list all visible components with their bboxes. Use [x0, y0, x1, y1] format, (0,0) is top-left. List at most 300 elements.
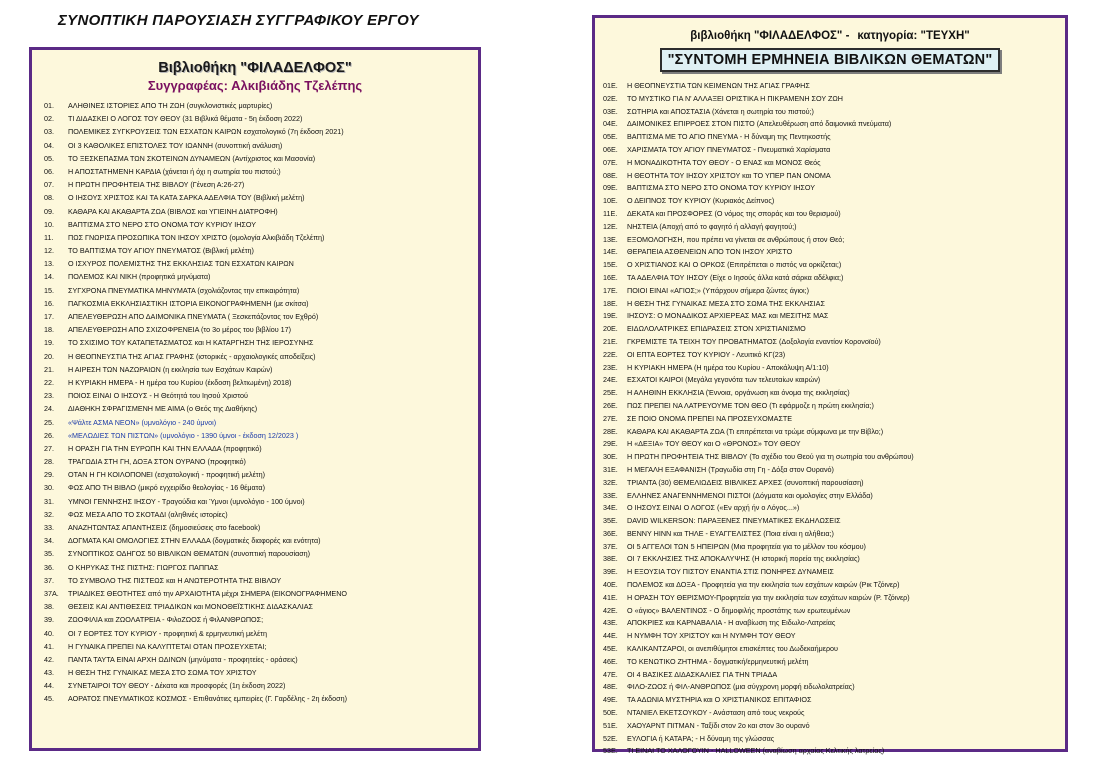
item-number: 06Ε.: [603, 144, 618, 154]
list-item: [44, 336, 466, 349]
item-number: 11.: [44, 232, 54, 242]
item-title: ΤΟ ΣΥΜΒΟΛΟ ΤΗΣ ΠΙΣΤΕΩΣ και Η ΑΝΩΤΕΡΟΤΗΤΑ ΤΗΣ ΒΙΒΛΟΥ: [68, 575, 282, 585]
item-title: Ο ΔΕΙΠΝΟΣ ΤΟΥ ΚΥΡΙΟΥ (Κυριακός Δείπνος): [627, 196, 775, 206]
list-item: [44, 429, 466, 442]
item-number: 18Ε.: [603, 298, 618, 308]
item-title: Η ΟΡΑΣΗ ΓΙΑ ΤΗΝ ΕΥΡΩΠΗ ΚΑΙ ΤΗΝ ΕΛΛΑΔΑ (προφητικό): [68, 443, 262, 453]
item-number: 31.: [44, 496, 54, 506]
list-item: [603, 400, 1057, 413]
list-item: [603, 579, 1057, 592]
item-number: 37.: [44, 575, 54, 585]
item-number: 37Ε.: [603, 541, 618, 551]
item-number: 41Ε.: [603, 592, 618, 602]
item-number: 36Ε.: [603, 528, 618, 538]
list-item: [44, 600, 466, 613]
list-item: [603, 93, 1057, 106]
list-item: [44, 389, 466, 402]
item-title: Η «ΔΕΞΙΑ» ΤΟΥ ΘΕΟΥ και Ο «ΘΡΟΝΟΣ» ΤΟΥ ΘΕΟΥ: [627, 439, 801, 449]
item-number: 20.: [44, 351, 54, 361]
list-item: [603, 246, 1057, 259]
list-item: [603, 170, 1057, 183]
item-title: Η ΜΕΓΑΛΗ ΕΞΑΦΑΝΙΣΗ (Τραγωδία στη Γη - Δόξα στον Ουρανό): [627, 464, 834, 474]
item-title: Ο ΚΗΡΥΚΑΣ ΤΗΣ ΠΙΣΤΗΣ: ΓΙΩΡΓΟΣ ΠΑΠΠΑΣ: [68, 562, 219, 572]
item-title: Η ΓΥΝΑΙΚΑ ΠΡΕΠΕΙ ΝΑ ΚΑΛΥΠΤΕΤΑΙ ΟΤΑΝ ΠΡΟΣΕΥΧΕΤΑΙ;: [68, 641, 267, 651]
list-item: [603, 694, 1057, 707]
item-title: ΕΞΟΜΟΛΟΓΗΣΗ, που πρέπει να γίνεται σε ανθρώπους ή στον Θεό;: [627, 234, 845, 244]
item-title: ΠΑΝΤΑ ΤΑΥΤΑ ΕΙΝΑΙ ΑΡΧΗ ΩΔΙΝΩΝ (μηνύματα - προφητείες - οράσεις): [68, 654, 298, 664]
list-item: [44, 547, 466, 560]
item-number: 28Ε.: [603, 426, 618, 436]
list-item: [44, 270, 466, 283]
list-item: [603, 182, 1057, 195]
item-title: Η ΚΥΡΙΑΚΗ ΗΜΕΡΑ (Η ημέρα του Κυρίου - Αποκάλυψη Α/1:10): [627, 362, 829, 372]
item-title: ΤΙ ΕΙΝΑΙ ΤΟ ΧΑΛΟΓΟΥΙΝ - HALLOWEEN (αναβίωση αρχαίας Κελτικής λατρείας): [627, 746, 885, 756]
list-item: [44, 442, 466, 455]
item-title: Ο ΙΗΣΟΥΣ ΕΙΝΑΙ Ο ΛΟΓΟΣ («Εν αρχή ήν ο Λόγος...»): [627, 503, 800, 513]
item-title: ΟΙ 7 ΕΟΡΤΕΣ ΤΟΥ ΚΥΡΙΟΥ - προφητική & ερμηνευτική μελέτη: [68, 628, 268, 638]
item-title: ΒΑΠΤΙΣΜΑ ΜΕ ΤΟ ΑΓΙΟ ΠΝΕΥΜΑ - Η δύναμη της Πεντηκοστής: [627, 132, 831, 142]
item-title: Ο ΙΣΧΥΡΟΣ ΠΟΛΕΜΙΣΤΗΣ ΤΗΣ ΕΚΚΛΗΣΙΑΣ ΤΩΝ ΕΣΧΑΤΩΝ ΚΑΙΡΩΝ: [68, 259, 294, 269]
item-title: ΣΥΝΕΤΑΙΡΟΙ ΤΟΥ ΘΕΟΥ - Δέκατα και προσφορές (1η έκδοση 2022): [68, 681, 286, 691]
item-title: ΠΟΛΕΜΟΣ και ΔΟΞΑ - Προφητεία για την εκκλησία των εσχάτων καιρών (Ρικ Τζόινερ): [627, 580, 900, 590]
item-number: 18.: [44, 325, 54, 335]
item-number: 05.: [44, 153, 54, 163]
list-item: [603, 502, 1057, 515]
list-item: [44, 310, 466, 323]
item-title: ΥΜΝΟΙ ΓΕΝΝΗΣΗΣ ΙΗΣΟΥ - Τραγούδια και Ύμνοι (υμνολόγιο - 100 ύμνοι): [68, 496, 305, 506]
list-item: [44, 613, 466, 626]
item-title: Η ΘΕΣΗ ΤΗΣ ΓΥΝΑΙΚΑΣ ΜΕΣΑ ΣΤΟ ΣΩΜΑ ΤΟΥ ΧΡΙΣΤΟΥ: [68, 668, 257, 678]
item-number: 28.: [44, 457, 54, 467]
item-title: Η ΘΕΟΠΝΕΥΣΤΙΑ ΤΩΝ ΚΕΙΜΕΝΩΝ ΤΗΣ ΑΓΙΑΣ ΓΡΑΦΗΣ: [627, 81, 810, 90]
item-title: ΑΠΕΛΕΥΘΕΡΩΣΗ ΑΠΟ ΣΧΙΖΟΦΡΕΝΕΙΑ (το 3ο μέρος του βιβλίου 17): [68, 325, 292, 335]
item-number: 32Ε.: [603, 477, 618, 487]
list-item: [603, 259, 1057, 272]
list-item: [44, 481, 466, 494]
list-item: [603, 272, 1057, 285]
item-number: 48Ε.: [603, 682, 618, 692]
item-number: 02.: [44, 114, 54, 124]
list-item: [44, 640, 466, 653]
item-title: ΣΩΤΗΡΙΑ και ΑΠΟΣΤΑΣΙΑ (Χάνεται η σωτηρία του πιστού;): [627, 106, 814, 116]
item-title: Η ΑΛΗΘΙΝΗ ΕΚΚΛΗΣΙΑ (Έννοια, οργάνωση και όνομα της εκκλησίας): [627, 388, 850, 398]
item-title: «ΜΕΛΩΔΙΕΣ ΤΩΝ ΠΙΣΤΩΝ» (υμνολόγιο - 1390 ύμνοι - έκδοση 12/2023 ): [68, 430, 299, 440]
item-title: ΕΥΛΟΓΙΑ ή ΚΑΤΑΡΑ; - Η δύναμη της γλώσσας: [627, 733, 775, 743]
item-number: 24Ε.: [603, 375, 618, 385]
list-item: [603, 656, 1057, 669]
item-number: 22.: [44, 377, 54, 387]
item-number: 09.: [44, 206, 54, 216]
list-item: [603, 707, 1057, 720]
list-item: [44, 679, 466, 692]
item-number: 23.: [44, 391, 54, 401]
list-item: [44, 376, 466, 389]
item-number: 38.: [44, 602, 54, 612]
item-title: Ο ΧΡΙΣΤΙΑΝΟΣ ΚΑΙ Ο ΟΡΚΟΣ (Επιτρέπεται ο πιστός να ορκίζεται;): [627, 260, 842, 270]
list-item: [603, 553, 1057, 566]
library-label: βιβλιοθήκη "ΦΙΛΑΔΕΛΦΟΣ" -: [690, 30, 850, 42]
booklet-list: [603, 80, 1057, 758]
item-number: 43.: [44, 668, 54, 678]
list-item: [44, 112, 466, 125]
item-number: 01.: [44, 101, 54, 110]
item-number: 03.: [44, 127, 54, 137]
item-number: 42Ε.: [603, 605, 618, 615]
series-banner: "ΣΥΝΤΟΜΗ ΕΡΜΗΝΕΙΑ ΒΙΒΛΙΚΩΝ ΘΕΜΑΤΩΝ": [660, 48, 1001, 72]
item-number: 27Ε.: [603, 413, 618, 423]
list-item: [44, 495, 466, 508]
item-title: ΝΗΣΤΕΙΑ (Αποχή από το φαγητό ή αλλαγή φαγητού;): [627, 221, 797, 231]
item-number: 21.: [44, 364, 54, 374]
list-item: [44, 468, 466, 481]
list-item: [603, 438, 1057, 451]
item-title: BENNY HINN και ΤΗΛΕ - ΕΥΑΓΓΕΛΙΣΤΕΣ (Ποια είναι η αλήθεια;): [627, 528, 834, 538]
item-title: Η ΠΡΩΤΗ ΠΡΟΦΗΤΕΙΑ ΤΗΣ ΒΙΒΛΟΥ (Γένεση Α:26-27): [68, 180, 245, 190]
item-number: 09Ε.: [603, 183, 618, 193]
item-title: ΠΑΓΚΟΣΜΙΑ ΕΚΚΛΗΣΙΑΣΤΙΚΗ ΙΣΤΟΡΙΑ ΕΙΚΟΝΟΓΡΑΦΗΜΕΝΗ (με σκίτσα): [68, 298, 309, 308]
list-item: [603, 208, 1057, 221]
item-title: Ο «άγιος» ΒΑΛΕΝΤΙΝΟΣ - Ο δημοφιλής προστάτης των ερωτευμένων: [627, 605, 851, 615]
item-number: 37Α.: [44, 588, 59, 598]
page-title: ΣΥΝΟΠΤΙΚΗ ΠΑΡΟΥΣΙΑΣΗ ΣΥΓΓΡΑΦΙΚΟΥ ΕΡΓΟΥ: [58, 12, 419, 29]
item-number: 29.: [44, 470, 54, 480]
item-number: 10Ε.: [603, 196, 618, 206]
list-item: [603, 106, 1057, 119]
item-title: DAVID WILKERSON: ΠΑΡΑΞΕΝΕΣ ΠΝΕΥΜΑΤΙΚΕΣ ΕΚΔΗΛΩΣΕΙΣ: [627, 516, 841, 526]
item-number: 04Ε.: [603, 119, 618, 129]
item-number: 02Ε.: [603, 93, 618, 103]
list-item: [603, 669, 1057, 682]
item-title: ΟΙ 4 ΒΑΣΙΚΕΣ ΔΙΔΑΣΚΑΛΙΕΣ ΓΙΑ ΤΗΝ ΤΡΙΑΔΑ: [627, 669, 778, 679]
item-title: ΠΩΣ ΠΡΕΠΕΙ ΝΑ ΛΑΤΡΕΥΟΥΜΕ ΤΟΝ ΘΕΟ (Τι εφάρμοζε η πρώτη εκκλησία;): [627, 400, 874, 410]
item-number: 17.: [44, 312, 54, 321]
item-title: ΤΟ ΜΥΣΤΙΚΟ ΓΙΑ Ν' ΑΛΛΑΞΕΙ ΟΡΙΣΤΙΚΑ Η ΠΙΚΡΑΜΕΝΗ ΣΟΥ ΖΩΗ: [627, 93, 843, 103]
item-number: 13Ε.: [603, 234, 618, 244]
item-number: 40Ε.: [603, 580, 618, 590]
list-item: [603, 298, 1057, 311]
item-title: ΠΟΙΟΣ ΕΙΝΑΙ Ο ΙΗΣΟΥΣ - Η Θεότητά του Ιησού Χριστού: [68, 391, 248, 401]
item-number: 23Ε.: [603, 362, 618, 372]
item-title: ΤΡΙΑΝΤΑ (30) ΘΕΜΕΛΙΩΔΕΙΣ ΒΙΒΛΙΚΕΣ ΑΡΧΕΣ (συνοπτική παρουσίαση): [627, 477, 864, 487]
item-number: 31Ε.: [603, 464, 618, 474]
list-item: [603, 566, 1057, 579]
item-number: 39Ε.: [603, 567, 618, 577]
item-number: 11Ε.: [603, 208, 618, 218]
item-number: 43Ε.: [603, 618, 618, 628]
item-title: ΤΙ ΔΙΔΑΣΚΕΙ Ο ΛΟΓΟΣ ΤΟΥ ΘΕΟΥ (31 Βιβλικά θέματα - 5η έκδοση 2022): [68, 114, 303, 124]
list-item: [44, 350, 466, 363]
list-item: [44, 244, 466, 257]
item-number: 26Ε.: [603, 400, 618, 410]
item-title: ΣΥΓΧΡΟΝΑ ΠΝΕΥΜΑΤΙΚΑ ΜΗΝΥΜΑΤΑ (σχολιάζοντας την επικαιρότητα): [68, 285, 300, 295]
item-title: ΕΛΛΗΝΕΣ ΑΝΑΓΕΝΝΗΜΕΝΟΙ ΠΙΣΤΟΙ (Δόγματα και ομολογίες στην Ελλάδα): [627, 490, 873, 500]
item-number: 01Ε.: [603, 81, 618, 90]
item-number: 04.: [44, 140, 54, 150]
list-item: [603, 592, 1057, 605]
item-title: ΑΠΟΚΡΙΕΣ και ΚΑΡΝΑΒΑΛΙΑ - Η αναβίωση της Ειδωλο-Λατρείας: [627, 618, 836, 628]
item-title: ΠΟΙΟΙ ΕΙΝΑΙ «ΑΓΙΟΣ;» (Υπάρχουν σήμερα ζώντες άγιοι;): [627, 285, 810, 295]
item-title: ΠΟΛΕΜΟΣ ΚΑΙ ΝΙΚΗ (προφητικά μηνύματα): [68, 272, 211, 282]
item-title: ΟΙ 3 ΚΑΘΟΛΙΚΕΣ ΕΠΙΣΤΟΛΕΣ ΤΟΥ ΙΩΑΝΝΗ (συνοπτική ανάλυση): [68, 140, 283, 150]
list-item: [603, 285, 1057, 298]
item-title: ΝΤΑΝΙΕΛ ΕΚΕΤΣΟΥΚΟΥ - Ανάσταση από τους νεκρούς: [627, 708, 805, 718]
list-item: [603, 195, 1057, 208]
book-list: [44, 99, 466, 706]
item-number: 15.: [44, 285, 54, 295]
item-number: 06.: [44, 166, 54, 176]
item-title: Η ΕΞΟΥΣΙΑ ΤΟΥ ΠΙΣΤΟΥ ΕΝΑΝΤΙΑ ΣΤΙΣ ΠΟΝΗΡΕΣ ΔΥΝΑΜΕΙΣ: [627, 567, 834, 577]
item-title: Η ΜΟΝΑΔΙΚΟΤΗΤΑ ΤΟΥ ΘΕΟΥ - Ο ΕΝΑΣ και ΜΟΝΟΣ Θεός: [627, 157, 821, 167]
item-title: ΤΟ ΞΕΣΚΕΠΑΣΜΑ ΤΩΝ ΣΚΟΤΕΙΝΩΝ ΔΥΝΑΜΕΩΝ (Αντίχριστος και Μασονία): [68, 153, 316, 163]
item-number: 35.: [44, 549, 54, 559]
list-item: [44, 587, 466, 600]
item-number: 24.: [44, 404, 54, 414]
item-number: 35Ε.: [603, 516, 618, 526]
list-item: [44, 323, 466, 336]
list-item: [603, 387, 1057, 400]
item-title: ΕΙΔΩΛΟΛΑΤΡΙΚΕΣ ΕΠΙΔΡΑΣΕΙΣ ΣΤΟΝ ΧΡΙΣΤΙΑΝΙΣΜΟ: [627, 324, 806, 334]
item-number: 36.: [44, 562, 54, 572]
list-item: [603, 80, 1057, 93]
item-title: ΠΟΛΕΜΙΚΕΣ ΣΥΓΚΡΟΥΣΕΙΣ ΤΩΝ ΕΣΧΑΤΩΝ ΚΑΙΡΩΝ εσχατολογικό (7η έκδοση 2021): [68, 127, 344, 137]
list-item: [603, 733, 1057, 746]
list-item: [603, 118, 1057, 131]
list-item: [603, 681, 1057, 694]
item-title: ΖΩΟΦΙΛΙΑ και ΖΩΟΛΑΤΡΕΙΑ - ΦιλοΖΩΟΣ ή ΦιλΑΝΘΡΩΠΟΣ;: [68, 615, 264, 625]
item-title: ΚΑΛΙΚΑΝΤΖΑΡΟΙ, οι ανεπιθύμητοι επισκέπτες του Δωδεκαήμερου: [627, 644, 838, 654]
list-item: [603, 374, 1057, 387]
list-item: [603, 221, 1057, 234]
item-title: ΧΑΟΥΑΡΝΤ ΠΙΤΜΑΝ - Ταξίδι στον 2ο και στον 3ο ουρανό: [627, 720, 810, 730]
list-item: [603, 362, 1057, 375]
list-item: [44, 521, 466, 534]
item-title: Η ΘΕΟΤΗΤΑ ΤΟΥ ΙΗΣΟΥ ΧΡΙΣΤΟΥ και ΤΟ ΥΠΕΡ ΠΑΝ ΟΝΟΜΑ: [627, 170, 831, 180]
item-number: 33.: [44, 523, 54, 532]
list-item: [603, 477, 1057, 490]
list-item: [44, 178, 466, 191]
item-number: 08.: [44, 193, 54, 203]
list-item: [44, 692, 466, 705]
list-item: [603, 234, 1057, 247]
list-item: [603, 144, 1057, 157]
list-item: [44, 191, 466, 204]
item-title: ΧΑΡΙΣΜΑΤΑ ΤΟΥ ΑΓΙΟΥ ΠΝΕΥΜΑΤΟΣ - Πνευματικά Χαρίσματα: [627, 144, 831, 154]
item-title: ΤΑ ΑΔΩΝΙΑ ΜΥΣΤΗΡΙΑ και Ο ΧΡΙΣΤΙΑΝΙΚΟΣ ΕΠΙΤΑΦΙΟΣ: [627, 695, 812, 705]
item-title: Η ΝΥΜΦΗ ΤΟΥ ΧΡΙΣΤΟΥ και Η ΝΥΜΦΗ ΤΟΥ ΘΕΟΥ: [627, 631, 796, 641]
item-number: 29Ε.: [603, 439, 618, 449]
item-number: 27.: [44, 443, 54, 453]
item-number: 47Ε.: [603, 669, 618, 679]
item-title: ΙΗΣΟΥΣ: Ο ΜΟΝΑΔΙΚΟΣ ΑΡΧΙΕΡΕΑΣ ΜΑΣ και ΜΕΣΙΤΗΣ ΜΑΣ: [627, 311, 829, 321]
item-number: 07.: [44, 180, 54, 190]
list-item: [44, 508, 466, 521]
list-item: [603, 157, 1057, 170]
list-item: [603, 528, 1057, 541]
list-item: [44, 152, 466, 165]
list-item: [44, 284, 466, 297]
item-title: ΦΩΣ ΑΠΟ ΤΗ ΒΙΒΛΟ (μικρό εγχειρίδιο θεολογίας - 16 θέματα): [68, 483, 265, 493]
item-number: 42.: [44, 654, 54, 664]
item-title: ΤΟ ΚΕΝΩΤΙΚΟ ΖΗΤΗΜΑ - δογματική/ερμηνευτική μελέτη: [627, 656, 809, 666]
item-title: Η ΑΠΟΣΤΑΤΗΜΕΝΗ ΚΑΡΔΙΑ (χάνεται ή όχι η σωτηρία του πιστού;): [68, 166, 281, 176]
list-item: [44, 455, 466, 468]
item-title: ΟΙ 5 ΑΓΓΕΛΟΙ ΤΩΝ 5 ΗΠΕΙΡΩΝ (Μια προφητεία για το μέλλον του κόσμου): [627, 541, 866, 551]
list-item: [603, 310, 1057, 323]
list-item: [44, 416, 466, 429]
item-number: 44Ε.: [603, 631, 618, 641]
item-number: 33Ε.: [603, 490, 618, 500]
list-item: [603, 605, 1057, 618]
category-header: [603, 30, 1057, 42]
item-number: 38Ε.: [603, 554, 618, 564]
item-title: ΘΕΣΕΙΣ ΚΑΙ ΑΝΤΙΘΕΣΕΙΣ ΤΡΙΑΔΙΚΩΝ και ΜΟΝΟΘΕΪΣΤΙΚΗΣ ΔΙΔΑΣΚΑΛΙΑΣ: [68, 602, 313, 612]
list-item: [44, 99, 466, 112]
item-number: 05Ε.: [603, 132, 618, 142]
list-item: [603, 464, 1057, 477]
item-number: 17Ε.: [603, 285, 618, 295]
item-number: 44.: [44, 681, 54, 691]
item-title: ΟΤΑΝ Η ΓΗ ΚΟΙΛΟΠΟΝΕΙ (εσχατολογική - προφητική μελέτη): [68, 470, 266, 480]
list-item: [603, 515, 1057, 528]
item-number: 12Ε.: [603, 221, 618, 231]
list-item: [44, 297, 466, 310]
list-item: [603, 451, 1057, 464]
list-item: [44, 363, 466, 376]
author-line: Συγγραφέας: Αλκιβιάδης Τζελέπης: [147, 78, 363, 93]
item-number: 08Ε.: [603, 170, 618, 180]
item-title: ΠΩΣ ΓΝΩΡΙΣΑ ΠΡΟΣΩΠΙΚΑ ΤΟΝ ΙΗΣΟΥ ΧΡΙΣΤΟ (ομολογία Αλκιβιάδη Τζελέπη): [68, 232, 325, 242]
item-number: 30Ε.: [603, 452, 618, 462]
item-title: ΘΕΡΑΠΕΙΑ ΑΣΘΕΝΕΙΩΝ ΑΠΟ ΤΟΝ ΙΗΣΟΥ ΧΡΙΣΤΟ: [627, 247, 793, 257]
item-title: ΕΣΧΑΤΟΙ ΚΑΙΡΟΙ (Μεγάλα γεγονότα των τελευταίων καιρών): [627, 375, 821, 385]
list-item: [603, 745, 1057, 758]
item-number: 46Ε.: [603, 656, 618, 666]
item-number: 51Ε.: [603, 720, 618, 730]
list-item: [603, 131, 1057, 144]
list-item: [603, 426, 1057, 439]
list-item: [44, 534, 466, 547]
item-number: 19Ε.: [603, 311, 618, 321]
list-item: [603, 643, 1057, 656]
item-number: 25Ε.: [603, 388, 618, 398]
item-number: 41.: [44, 641, 54, 651]
item-title: Η ΚΥΡΙΑΚΗ ΗΜΕΡΑ - Η ημέρα του Κυρίου (έκδοση βελτιωμένη) 2018): [68, 377, 292, 387]
item-number: 21Ε.: [603, 336, 618, 346]
item-number: 16.: [44, 298, 54, 308]
list-item: [44, 125, 466, 138]
list-item: [44, 165, 466, 178]
list-item: [603, 541, 1057, 554]
left-book-panel: [29, 47, 481, 751]
list-item: [44, 205, 466, 218]
right-booklet-panel: [592, 15, 1068, 756]
item-number: 26.: [44, 430, 54, 440]
item-title: ΦΙΛΟ-ΖΩΟΣ ή ΦΙΛ-ΑΝΘΡΩΠΟΣ (μια σύγχρονη μορφή ειδωλολατρείας): [627, 682, 855, 692]
item-title: ΔΑΙΜΟΝΙΚΕΣ ΕΠΙΡΡΟΕΣ ΣΤΟΝ ΠΙΣΤΟ (Απελευθέρωση από δαιμονικά πνεύματα): [627, 119, 892, 129]
list-item: [44, 574, 466, 587]
item-title: ΒΑΠΤΙΣΜΑ ΣΤΟ ΝΕΡΟ ΣΤΟ ΟΝΟΜΑ ΤΟΥ ΚΥΡΙΟΥ ΙΗΣΟΥ: [627, 183, 816, 193]
item-title: «Ψάλτε ΑΣΜΑ ΝΕΟΝ» (υμνολόγιο - 240 ύμνοι): [68, 417, 217, 427]
item-title: Η ΑΙΡΕΣΗ ΤΩΝ ΝΑΖΩΡΑΙΩΝ (η εκκλησία των Εσχάτων Καιρών): [68, 364, 273, 374]
item-title: ΚΑΘΑΡΑ ΚΑΙ ΑΚΑΘΑΡΤΑ ΖΩΑ (ΒΙΒΛΟΣ και ΥΓΙΕΙΝΗ ΔΙΑΤΡΟΦΗ): [68, 206, 278, 216]
item-title: ΔΙΑΘΗΚΗ ΣΦΡΑΓΙΣΜΕΝΗ ΜΕ ΑΙΜΑ (ο Θεός της Διαθήκης): [68, 404, 258, 414]
item-number: 16Ε.: [603, 272, 618, 282]
item-number: 30.: [44, 483, 54, 493]
item-title: ΟΙ ΕΠΤΑ ΕΟΡΤΕΣ ΤΟΥ ΚΥΡΙΟΥ - Λευιτικό ΚΓ(23): [627, 349, 786, 359]
item-number: 22Ε.: [603, 349, 618, 359]
item-title: ΑΟΡΑΤΟΣ ΠΝΕΥΜΑΤΙΚΟΣ ΚΟΣΜΟΣ - Επιθανάτιες εμπειρίες (Γ. Γαρδέλης - 2η έκδοση): [68, 694, 348, 704]
item-title: ΣΥΝΟΠΤΙΚΟΣ ΟΔΗΓΟΣ 50 ΒΙΒΛΙΚΩΝ ΘΕΜΑΤΩΝ (συνοπτική παρουσίαση): [68, 549, 311, 559]
list-item: [44, 666, 466, 679]
list-item: [44, 402, 466, 415]
list-item: [44, 627, 466, 640]
item-title: ΓΚΡΕΜΙΣΤΕ ΤΑ ΤΕΙΧΗ ΤΟΥ ΠΡΟΒΑΤΗΜΑΤΟΣ (Δοξολογία εναντίον Κορονοϊού): [627, 336, 881, 346]
item-number: 49Ε.: [603, 695, 618, 705]
item-number: 34Ε.: [603, 503, 618, 513]
item-title: ΣΕ ΠΟΙΟ ΟΝΟΜΑ ΠΡΕΠΕΙ ΝΑ ΠΡΟΣΕΥΧΟΜΑΣΤΕ: [627, 413, 793, 423]
item-number: 53Ε.: [603, 746, 618, 756]
list-item: [44, 257, 466, 270]
item-title: ΤΟ ΣΧΙΣΙΜΟ ΤΟΥ ΚΑΤΑΠΕΤΑΣΜΑΤΟΣ και Η ΚΑΤΑΡΓΗΣΗ ΤΗΣ ΙΕΡΟΣΥΝΗΣ: [68, 338, 314, 348]
item-title: Η ΠΡΩΤΗ ΠΡΟΦΗΤΕΙΑ ΤΗΣ ΒΙΒΛΟΥ (Το σχέδιο του Θεού για τη σωτηρία του ανθρώπου): [627, 452, 914, 462]
item-title: ΤΑ ΑΔΕΛΦΙΑ ΤΟΥ ΙΗΣΟΥ (Είχε ο Ιησούς άλλα κατά σάρκα αδέλφια;): [627, 272, 844, 282]
library-title: Βιβλιοθήκη "ΦΙΛΑΔΕΛΦΟΣ": [158, 60, 352, 76]
item-title: ΒΑΠΤΙΣΜΑ ΣΤΟ ΝΕΡΟ ΣΤΟ ΟΝΟΜΑ ΤΟΥ ΚΥΡΙΟΥ ΙΗΣΟΥ: [68, 219, 257, 229]
item-title: Η ΘΕΟΠΝΕΥΣΤΙΑ ΤΗΣ ΑΓΙΑΣ ΓΡΑΦΗΣ (ιστορικές - αρχαιολογικές αποδείξεις): [68, 351, 316, 361]
list-item: [44, 218, 466, 231]
item-number: 50Ε.: [603, 708, 618, 718]
item-number: 12.: [44, 246, 54, 256]
list-item: [44, 139, 466, 152]
item-title: Η ΘΕΣΗ ΤΗΣ ΓΥΝΑΙΚΑΣ ΜΕΣΑ ΣΤΟ ΣΩΜΑ ΤΗΣ ΕΚΚΛΗΣΙΑΣ: [627, 298, 825, 308]
item-number: 10.: [44, 219, 54, 229]
item-title: Η ΟΡΑΣΗ ΤΟΥ ΘΕΡΙΣΜΟΥ-Προφητεία για την εκκλησία των εσχάτων καιρών (Ρ. Τζόινερ): [627, 592, 910, 602]
item-number: 25.: [44, 417, 54, 427]
list-item: [603, 336, 1057, 349]
item-number: 52Ε.: [603, 733, 618, 743]
item-number: 20Ε.: [603, 324, 618, 334]
list-item: [603, 617, 1057, 630]
item-title: ΤΟ ΒΑΠΤΙΣΜΑ ΤΟΥ ΑΓΙΟΥ ΠΝΕΥΜΑΤΟΣ (Βιβλική μελέτη): [68, 246, 254, 256]
list-item: [44, 561, 466, 574]
item-title: ΔΕΚΑΤΑ και ΠΡΟΣΦΟΡΕΣ (Ο νόμος της σποράς και του θερισμού): [627, 208, 841, 218]
item-title: Ο ΙΗΣΟΥΣ ΧΡΙΣΤΟΣ ΚΑΙ ΤΑ ΚΑΤΑ ΣΑΡΚΑ ΑΔΕΛΦΙΑ ΤΟΥ (Βιβλική μελέτη): [68, 193, 305, 203]
category-label: κατηγορία: "ΤΕΥΧΗ": [857, 30, 970, 42]
item-title: ΦΩΣ ΜΕΣΑ ΑΠΟ ΤΟ ΣΚΟΤΑΔΙ (αληθινές ιστορίες): [68, 509, 228, 519]
item-title: ΔΟΓΜΑΤΑ ΚΑΙ ΟΜΟΛΟΓΙΕΣ ΣΤΗΝ ΕΛΛΑΔΑ (δογματικές διαφορές και ενότητα): [68, 536, 321, 546]
item-title: ΑΝΑΖΗΤΩΝΤΑΣ ΑΠΑΝΤΗΣΕΙΣ (δημοσιεύσεις στο facebook): [68, 523, 261, 532]
item-number: 19.: [44, 338, 54, 348]
item-number: 45Ε.: [603, 644, 618, 654]
list-item: [44, 231, 466, 244]
item-number: 40.: [44, 628, 54, 638]
item-title: ΑΛΗΘΙΝΕΣ ΙΣΤΟΡΙΕΣ ΑΠΟ ΤΗ ΖΩΗ (συγκλονιστικές μαρτυρίες): [68, 101, 273, 110]
item-title: ΟΙ 7 ΕΚΚΛΗΣΙΕΣ ΤΗΣ ΑΠΟΚΑΛΥΨΗΣ (Η ιστορική πορεία της εκκλησίας): [627, 554, 860, 564]
list-item: [44, 653, 466, 666]
item-number: 14Ε.: [603, 247, 618, 257]
item-title: ΤΡΑΓΩΔΙΑ ΣΤΗ ΓΗ, ΔΟΞΑ ΣΤΟΝ ΟΥΡΑΝΟ (προφητικό): [68, 457, 246, 467]
item-number: 07Ε.: [603, 157, 618, 167]
list-item: [603, 720, 1057, 733]
list-item: [603, 630, 1057, 643]
item-number: 13.: [44, 259, 54, 269]
list-item: [603, 413, 1057, 426]
item-number: 03Ε.: [603, 106, 618, 116]
item-title: ΚΑΘΑΡΑ ΚΑΙ ΑΚΑΘΑΡΤΑ ΖΩΑ (Τι επιτρέπεται να τρώμε σύμφωνα με την Βίβλο;): [627, 426, 884, 436]
item-number: 32.: [44, 509, 54, 519]
item-number: 45.: [44, 694, 54, 704]
item-number: 39.: [44, 615, 54, 625]
